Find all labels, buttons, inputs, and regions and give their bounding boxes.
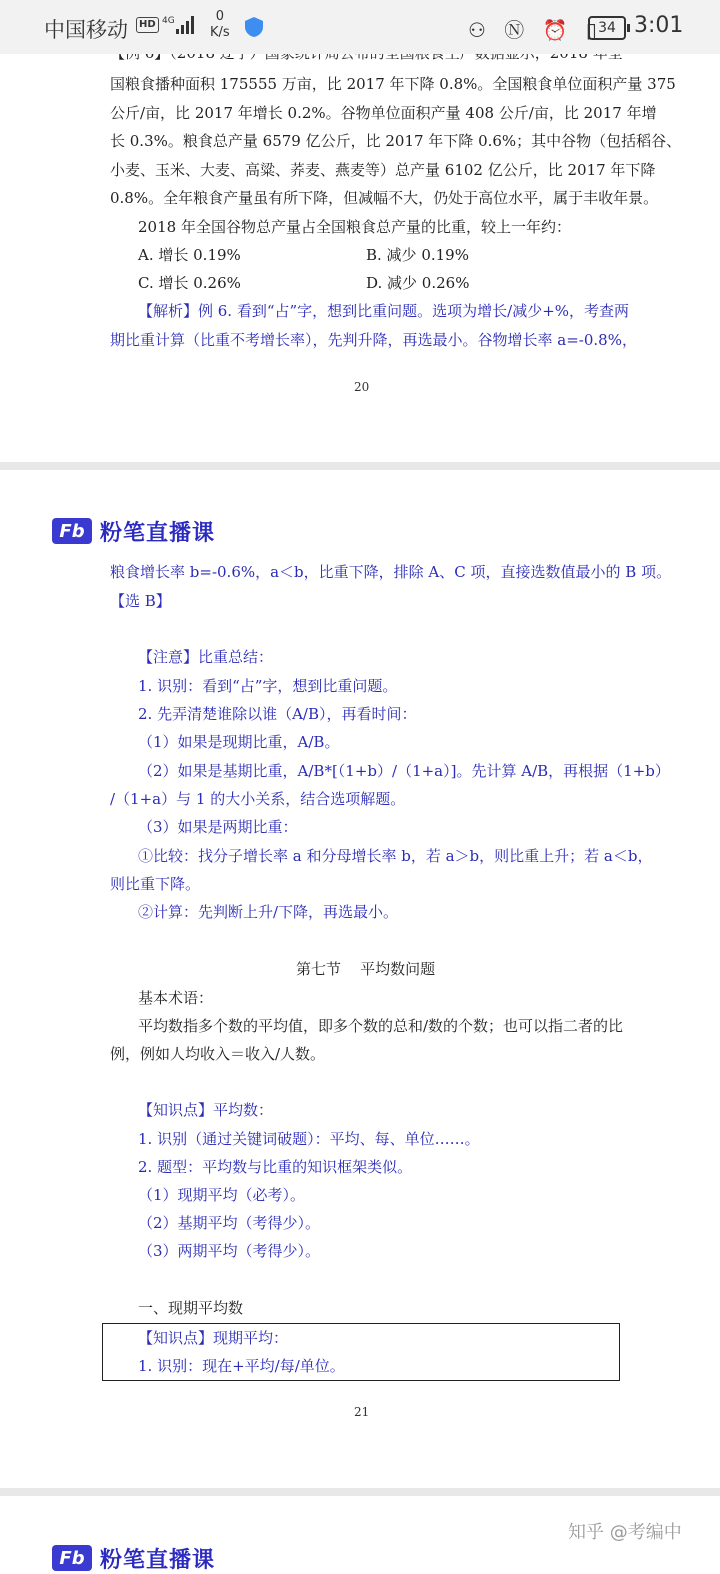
brand-logo — [52, 515, 215, 547]
terms-label: 基本术语： — [138, 989, 214, 1007]
knowledge-line: （1）现期平均（必考）。 — [138, 1186, 306, 1204]
option-c: C. 增长 0.26% — [138, 274, 241, 292]
question-line: 长 0.3%。粮食总产量 6579 亿公斤，比 2017 年下降 0.6%；其中谷物（包括稻谷、 — [110, 132, 682, 150]
box-heading: 【知识点】现期平均： — [138, 1329, 289, 1347]
knowledge-line: （2）基期平均（考得少）。 — [138, 1214, 321, 1232]
question-line: 0.8%。全年粮食产量虽有所下降，但减幅不大，仍处于高位水平，属于丰收年景。 — [110, 189, 659, 207]
box-line: 1. 识别：现在+平均/每/单位。 — [138, 1357, 345, 1375]
speed-value: 0 — [215, 9, 224, 24]
clock: 3:01 — [634, 13, 684, 38]
network-speed — [210, 9, 230, 41]
brand-name: 粉笔直播课 — [100, 520, 216, 546]
watermark: 知乎 @考编中 — [568, 1522, 682, 1543]
note-line: /（1+a）与 1 的大小关系，结合选项解题。 — [110, 790, 406, 808]
battery-icon: 34 — [588, 16, 626, 40]
answer-choice: 【选 B】 — [110, 592, 171, 610]
analysis-line: 期比重计算（比重不考增长率），先判升降，再选最小。谷物增长率 a=-0.8%， — [110, 331, 637, 349]
terms-line: 平均数指多个数的平均值，即多个数的总和/数的个数；也可以指二者的比 — [138, 1017, 624, 1035]
note-line: 2. 先弄清楚谁除以谁（A/B），再看时间： — [138, 705, 417, 723]
knowledge-line: （3）两期平均（考得少）。 — [138, 1242, 321, 1260]
network-type: 4G — [162, 16, 175, 26]
hd-badge: HD — [136, 17, 159, 33]
status-icons: ⚇ Ⓝ ⏰ ▯ — [468, 18, 603, 42]
note-heading: 【注意】比重总结： — [138, 648, 274, 666]
note-line: ①比较：找分子增长率 a 和分母增长率 b，若 a＞b，则比重上升；若 a＜b， — [138, 847, 653, 865]
brand-name: 粉笔直播课 — [100, 1547, 216, 1573]
page-separator — [0, 1488, 720, 1496]
brand-mark: Fb — [52, 518, 92, 544]
question-line: 国粮食播种面积 175555 万亩，比 2017 年下降 0.8%。全国粮食单位面积产量 375 — [110, 75, 676, 93]
page-separator — [0, 462, 720, 470]
note-line: （2）如果是基期比重，A/B*[（1+b）/（1+a）]。先计算 A/B，再根据（1+b） — [138, 762, 670, 780]
option-b: B. 减少 0.19% — [366, 246, 469, 264]
section-title: 第七节 平均数问题 — [296, 960, 436, 978]
option-a: A. 增长 0.19% — [138, 246, 241, 264]
speed-unit: K/s — [210, 25, 230, 40]
question-stem: 2018 年全国谷物总产量占全国粮食总产量的比重，较上一年约： — [138, 218, 571, 236]
analysis-line: 【解析】例 6. 看到“占”字，想到比重问题。选项为增长/减少+%，考查两 — [138, 302, 630, 320]
shield-icon — [244, 16, 264, 38]
signal-icon — [162, 14, 198, 36]
note-line: ②计算：先判断上升/下降，再选最小。 — [138, 903, 399, 921]
knowledge-line: 2. 题型：平均数与比重的知识框架类似。 — [138, 1158, 413, 1176]
status-bar — [0, 0, 720, 54]
note-line: 1. 识别：看到“占”字，想到比重问题。 — [138, 677, 398, 695]
note-line: （3）如果是两期比重： — [138, 818, 298, 836]
option-d: D. 减少 0.26% — [366, 274, 470, 292]
carrier-name: 中国移动 — [44, 18, 128, 42]
subsection-title: 一、现期平均数 — [138, 1299, 244, 1317]
brand-mark: Fb — [52, 1545, 92, 1571]
brand-logo — [52, 1542, 215, 1574]
knowledge-line: 1. 识别（通过关键词破题）：平均、每、单位……。 — [138, 1130, 480, 1148]
question-line: 小麦、玉米、大麦、高粱、荞麦、燕麦等）总产量 6102 亿公斤，比 2017 年下降 — [110, 161, 656, 179]
document-page-20 — [0, 0, 720, 462]
knowledge-heading: 【知识点】平均数： — [138, 1101, 274, 1119]
page-number: 20 — [354, 380, 370, 394]
terms-line: 例，例如人均收入＝收入/人数。 — [110, 1045, 326, 1063]
note-line: 则比重下降。 — [110, 875, 201, 893]
note-line: （1）如果是现期比重，A/B。 — [138, 733, 340, 751]
page-number: 21 — [354, 1405, 370, 1419]
question-line: 公斤/亩，比 2017 年增长 0.2%。谷物单位面积产量 408 公斤/亩，比 2017 年增 — [110, 104, 657, 122]
analysis-continued: 粮食增长率 b=-0.6%，a＜b，比重下降，排除 A、C 项，直接选数值最小的 B 项。 — [110, 563, 672, 581]
